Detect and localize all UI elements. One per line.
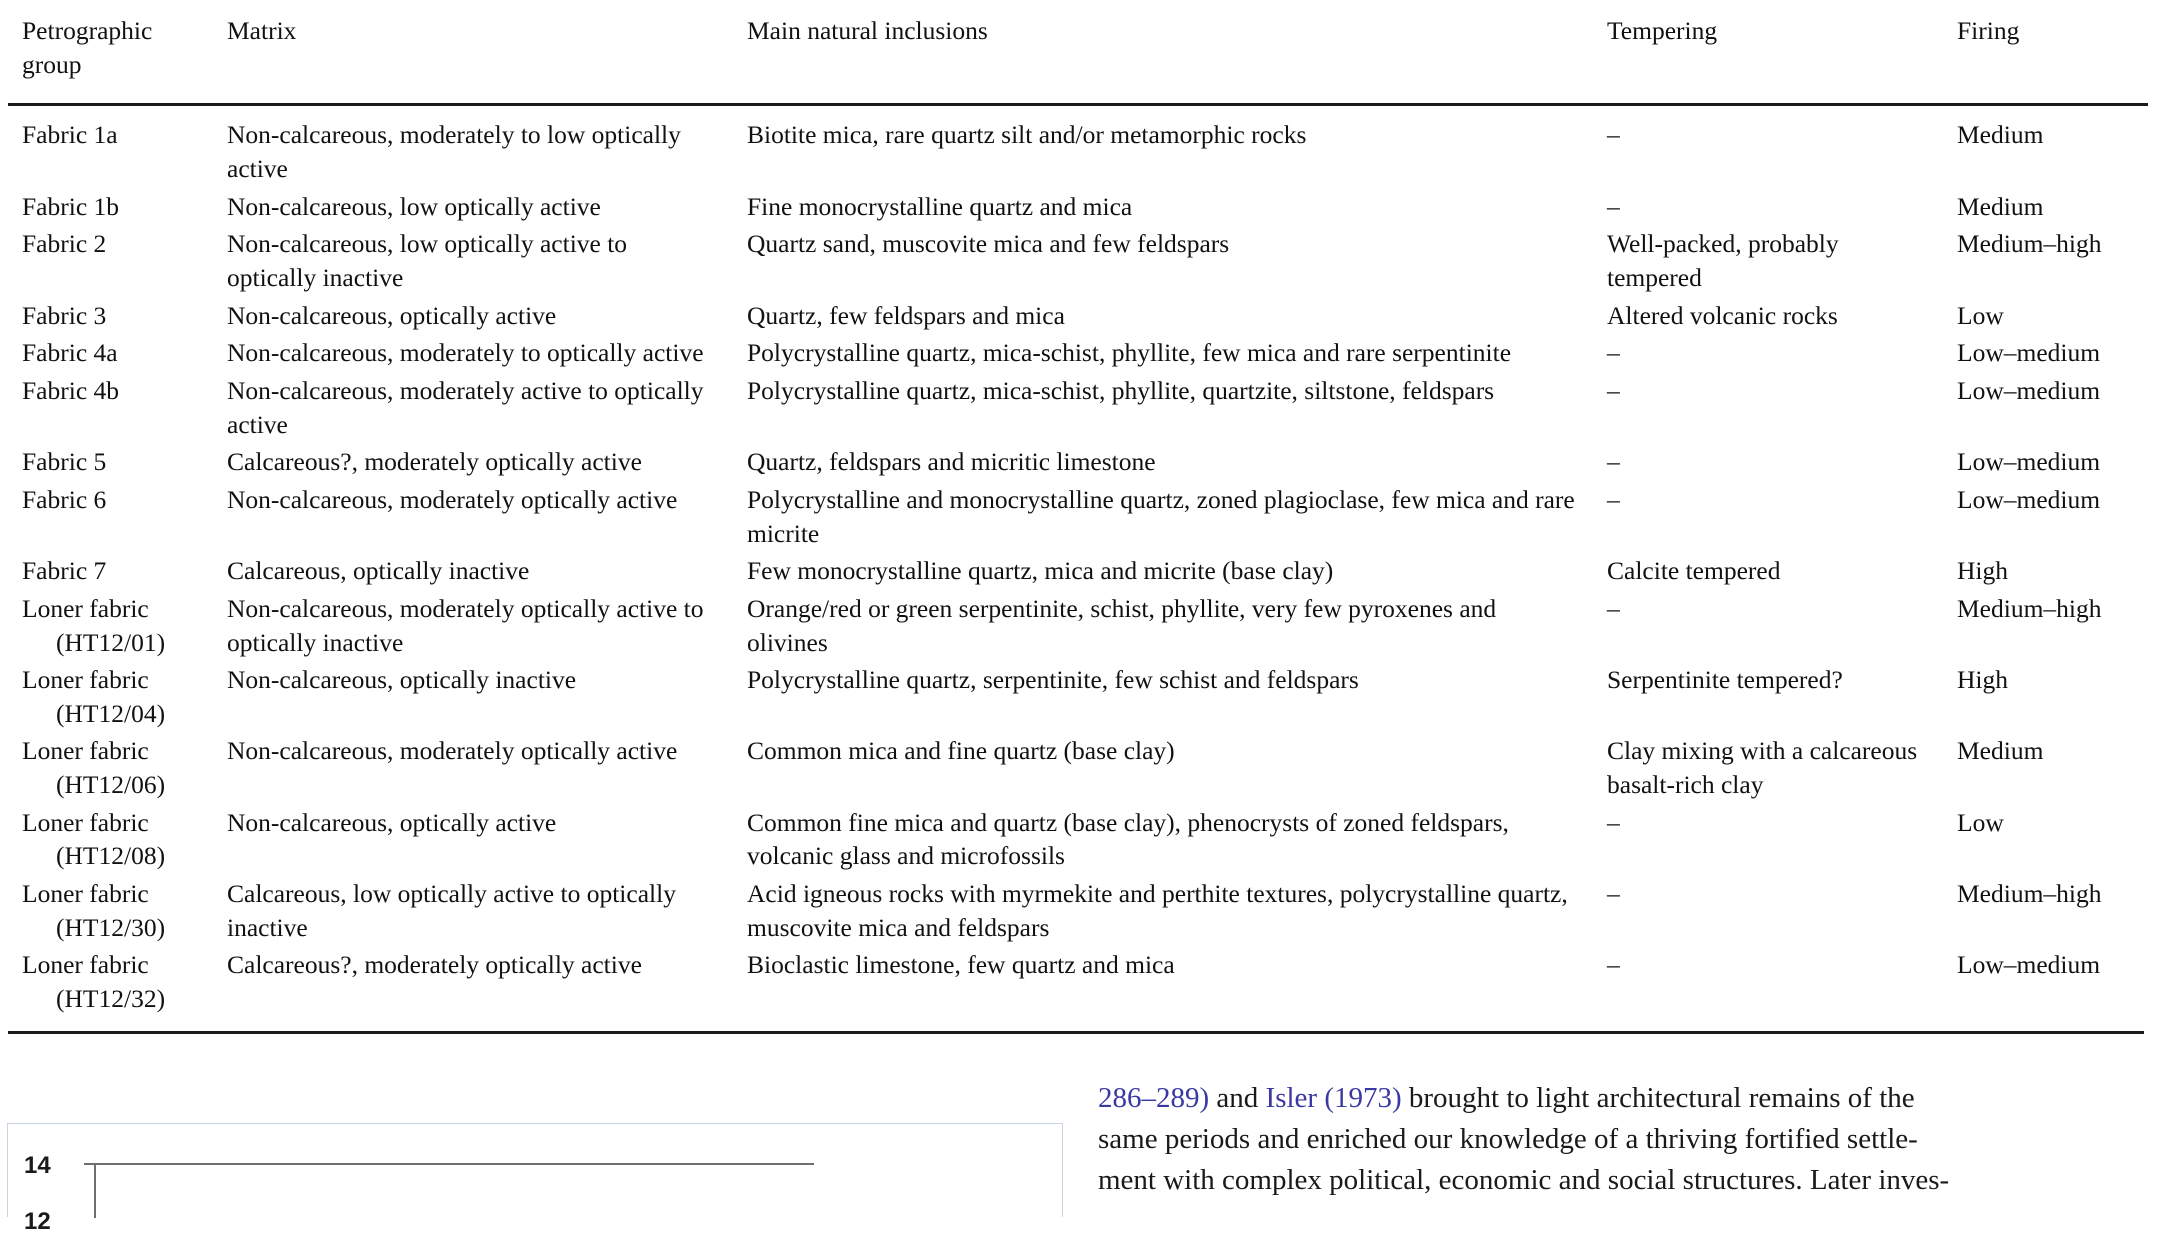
chart-y-axis-line bbox=[94, 1163, 96, 1218]
group-name: Fabric 6 bbox=[22, 484, 107, 514]
cell-group bbox=[8, 334, 213, 372]
citation-link-pages[interactable]: 286–289) bbox=[1098, 1082, 1210, 1114]
cell-firing: Medium bbox=[1957, 120, 2044, 150]
cell-firing: Medium–high bbox=[1957, 229, 2102, 259]
cell-firing: High bbox=[1957, 665, 2008, 695]
column-header-line2: group bbox=[22, 49, 82, 79]
cell-tempering: Well-packed, probably tempered bbox=[1607, 229, 1839, 292]
table-row bbox=[8, 804, 2148, 875]
cell-tempering: – bbox=[1607, 807, 1620, 837]
group-name: Fabric 1b bbox=[22, 191, 120, 221]
table-row bbox=[8, 946, 2148, 1021]
group-sample-id: (HT12/04) bbox=[56, 698, 166, 728]
cell-matrix: Non-calcareous, moderately optically active to optically inactive bbox=[227, 593, 704, 657]
cell-firing: Low–medium bbox=[1957, 375, 2101, 405]
cell-inclusions: Fine monocrystalline quartz and mica bbox=[747, 191, 1133, 221]
table-row bbox=[8, 105, 2148, 188]
table-row bbox=[8, 334, 2148, 372]
cell-inclusions: Acid igneous rocks with myrmekite and perthite textures, polycrystalline quartz, muscovite mica and feldspars bbox=[747, 879, 1568, 942]
cell-inclusions: Polycrystalline and monocrystalline quartz, zoned plagioclase, few mica and rare micrite bbox=[747, 484, 1575, 548]
table-row bbox=[8, 552, 2148, 590]
group-sample-id: (HT12/30) bbox=[56, 912, 166, 942]
cell-tempering: – bbox=[1607, 375, 1620, 405]
cell-tempering: – bbox=[1607, 950, 1620, 980]
cell-matrix: Calcareous, optically inactive bbox=[227, 556, 530, 586]
cell-inclusions: Quartz, few feldspars and mica bbox=[747, 300, 1065, 330]
group-sample-id: (HT12/08) bbox=[56, 841, 166, 871]
table-row bbox=[8, 188, 2148, 226]
cell-tempering: – bbox=[1607, 338, 1620, 368]
group-name: Loner fabric bbox=[22, 879, 149, 909]
cell-firing: Low–medium bbox=[1957, 484, 2101, 514]
cell-group bbox=[8, 225, 213, 296]
cell-tempering: – bbox=[1607, 484, 1620, 514]
table-header bbox=[8, 0, 2148, 105]
cell-matrix: Non-calcareous, low optically active to optically inactive bbox=[227, 229, 628, 292]
group-sample-id: (HT12/06) bbox=[56, 770, 166, 800]
cell-matrix: Calcareous?, moderately optically active bbox=[227, 950, 642, 980]
table-row bbox=[8, 481, 2148, 552]
cell-firing: Medium–high bbox=[1957, 593, 2102, 623]
cell-inclusions: Few monocrystalline quartz, mica and micrite (base clay) bbox=[747, 556, 1334, 586]
y-axis-tick-14: 14 bbox=[24, 1152, 51, 1179]
table-bottom-rule bbox=[8, 1031, 2144, 1034]
cell-group bbox=[8, 443, 213, 481]
cell-group bbox=[8, 372, 213, 443]
cell-firing: Low bbox=[1957, 807, 2004, 837]
group-name: Loner fabric bbox=[22, 593, 149, 623]
cell-tempering: – bbox=[1607, 447, 1620, 477]
cell-tempering: – bbox=[1607, 191, 1620, 221]
cell-matrix: Non-calcareous, moderately optically active bbox=[227, 484, 678, 514]
cell-matrix: Non-calcareous, moderately optically active bbox=[227, 736, 678, 766]
cell-tempering: Altered volcanic rocks bbox=[1607, 300, 1838, 330]
body-line-2: same periods and enriched our knowledge of a thriving fortified settle- bbox=[1098, 1123, 1918, 1155]
table-row bbox=[8, 297, 2148, 335]
column-header-line1: Petrographic bbox=[22, 16, 153, 45]
group-name: Loner fabric bbox=[22, 665, 149, 695]
cell-matrix: Non-calcareous, low optically active bbox=[227, 191, 601, 221]
cell-group bbox=[8, 732, 213, 803]
group-name: Loner fabric bbox=[22, 807, 149, 837]
cell-matrix: Calcareous?, moderately optically active bbox=[227, 447, 642, 477]
cell-matrix: Non-calcareous, moderately to low optically active bbox=[227, 120, 681, 183]
group-name: Fabric 3 bbox=[22, 300, 107, 330]
chart-figure-panel bbox=[7, 1123, 1063, 1235]
body-line-1 bbox=[1098, 1078, 2173, 1119]
cell-group bbox=[8, 804, 213, 875]
group-name: Fabric 4b bbox=[22, 375, 120, 405]
cell-tempering: – bbox=[1607, 879, 1620, 909]
cell-tempering: Serpentinite tempered? bbox=[1607, 665, 1843, 695]
group-sample-id: (HT12/01) bbox=[56, 627, 166, 657]
table-row bbox=[8, 372, 2148, 443]
cell-firing: Low–medium bbox=[1957, 338, 2101, 368]
group-name: Fabric 7 bbox=[22, 556, 107, 586]
table-row bbox=[8, 661, 2148, 732]
cell-inclusions: Common mica and fine quartz (base clay) bbox=[747, 736, 1175, 766]
group-name: Loner fabric bbox=[22, 736, 149, 766]
cell-inclusions: Quartz sand, muscovite mica and few feldspars bbox=[747, 229, 1230, 259]
article-body-text bbox=[1098, 1078, 2173, 1201]
cell-firing: High bbox=[1957, 556, 2008, 586]
cell-matrix: Non-calcareous, optically active bbox=[227, 300, 557, 330]
cell-matrix: Non-calcareous, optically inactive bbox=[227, 665, 577, 695]
cell-tempering: Calcite tempered bbox=[1607, 556, 1781, 586]
cell-inclusions: Common fine mica and quartz (base clay), phenocrysts of zoned feldspars, volcanic glass and microfossils bbox=[747, 807, 1509, 871]
cell-group bbox=[8, 661, 213, 732]
cell-inclusions: Polycrystalline quartz, mica-schist, phyllite, few mica and rare serpentinite bbox=[747, 338, 1512, 368]
cell-group bbox=[8, 946, 213, 1021]
cell-group bbox=[8, 188, 213, 226]
cell-firing: Medium bbox=[1957, 191, 2044, 221]
cell-inclusions: Bioclastic limestone, few quartz and mica bbox=[747, 950, 1175, 980]
cell-firing: Low–medium bbox=[1957, 447, 2101, 477]
body-line-1-rest: brought to light architectural remains of the bbox=[1401, 1082, 1915, 1114]
table-row bbox=[8, 590, 2148, 661]
cell-inclusions: Polycrystalline quartz, serpentinite, few schist and feldspars bbox=[747, 665, 1359, 695]
cell-tempering: Clay mixing with a calcareous basalt-rich clay bbox=[1607, 736, 1918, 800]
column-header-matrix: Matrix bbox=[213, 0, 733, 105]
column-header-tempering: Tempering bbox=[1593, 0, 1943, 105]
cell-matrix: Calcareous, low optically active to optically inactive bbox=[227, 879, 676, 942]
table-header-row bbox=[8, 0, 2148, 105]
cell-firing: Medium bbox=[1957, 736, 2044, 766]
cell-firing: Low bbox=[1957, 300, 2004, 330]
cell-tempering: – bbox=[1607, 120, 1620, 150]
cell-inclusions: Polycrystalline quartz, mica-schist, phyllite, quartzite, siltstone, feldspars bbox=[747, 375, 1495, 405]
column-header-petrographic-group bbox=[8, 0, 213, 105]
table-row bbox=[8, 875, 2148, 946]
group-name: Fabric 4a bbox=[22, 338, 118, 368]
y-axis-tick-12: 12 bbox=[24, 1208, 51, 1235]
group-name: Loner fabric bbox=[22, 950, 149, 980]
cell-matrix: Non-calcareous, moderately to optically active bbox=[227, 338, 704, 368]
cell-group bbox=[8, 105, 213, 188]
cell-inclusions: Orange/red or green serpentinite, schist, phyllite, very few pyroxenes and olivines bbox=[747, 593, 1497, 657]
cell-matrix: Non-calcareous, optically active bbox=[227, 807, 557, 837]
cell-group bbox=[8, 590, 213, 661]
petrographic-groups-table bbox=[8, 0, 2148, 1022]
column-header-firing: Firing bbox=[1943, 0, 2148, 105]
table-body bbox=[8, 105, 2148, 1022]
cell-group bbox=[8, 481, 213, 552]
chart-top-gridline bbox=[84, 1163, 814, 1165]
cell-group bbox=[8, 875, 213, 946]
cell-matrix: Non-calcareous, moderately active to optically active bbox=[227, 375, 704, 439]
table-row bbox=[8, 225, 2148, 296]
group-sample-id: (HT12/32) bbox=[56, 984, 166, 1014]
body-line-3: ment with complex political, economic and social structures. Later inves- bbox=[1098, 1164, 1950, 1196]
body-line-1-mid: and bbox=[1209, 1082, 1266, 1114]
table-row bbox=[8, 732, 2148, 803]
citation-link-isler-1973[interactable]: Isler (1973) bbox=[1265, 1082, 1402, 1114]
group-name: Fabric 2 bbox=[22, 229, 107, 259]
cell-firing: Low–medium bbox=[1957, 950, 2101, 980]
group-name: Fabric 1a bbox=[22, 120, 118, 150]
cell-tempering: – bbox=[1607, 593, 1620, 623]
cell-inclusions: Biotite mica, rare quartz silt and/or metamorphic rocks bbox=[747, 120, 1307, 150]
column-header-main-natural-inclusions: Main natural inclusions bbox=[733, 0, 1593, 105]
cell-group bbox=[8, 297, 213, 335]
cell-group bbox=[8, 552, 213, 590]
cell-inclusions: Quartz, feldspars and micritic limestone bbox=[747, 447, 1156, 477]
group-name: Fabric 5 bbox=[22, 447, 107, 477]
table-row bbox=[8, 443, 2148, 481]
cell-firing: Medium–high bbox=[1957, 879, 2102, 909]
